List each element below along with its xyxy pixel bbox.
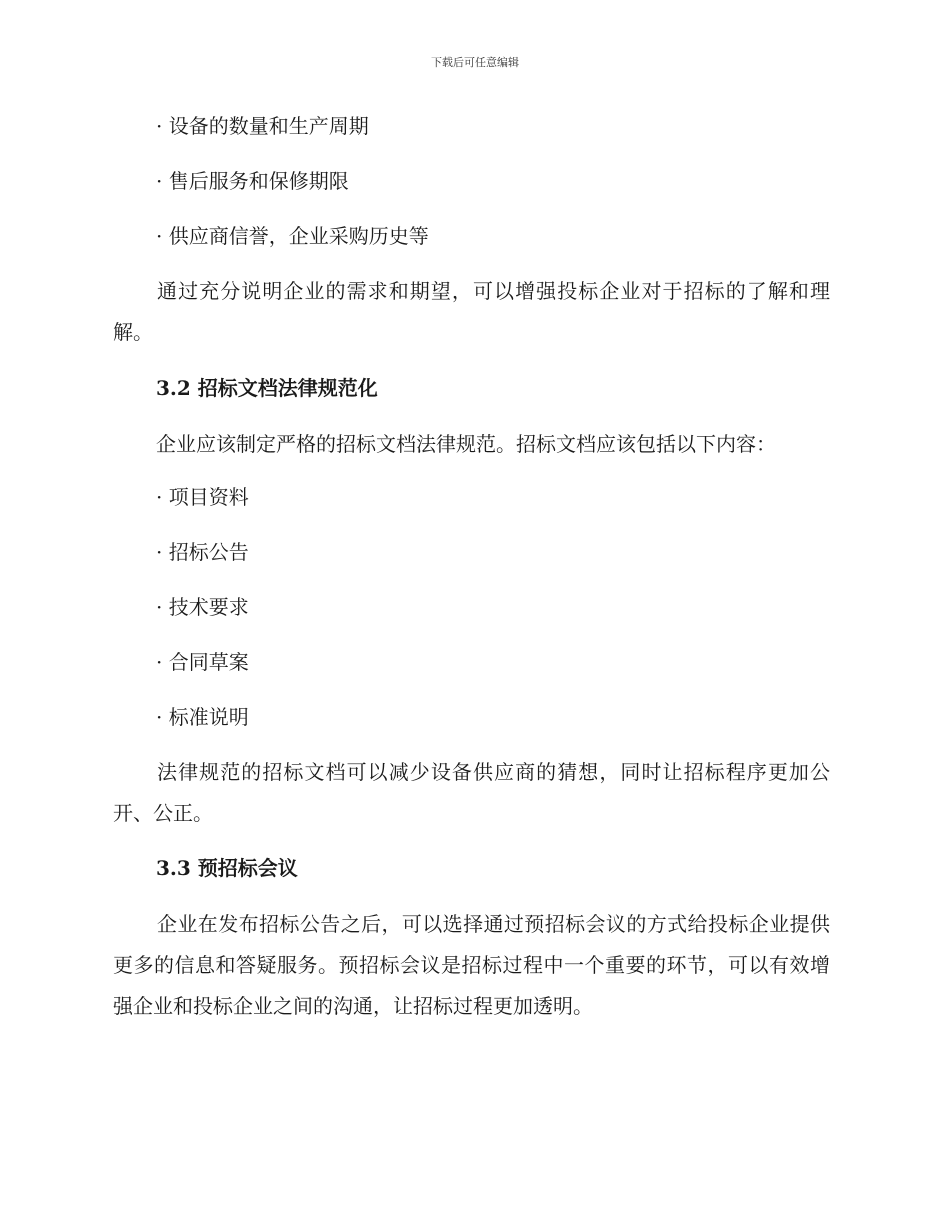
section-heading: 3.3 预招标会议 [156,856,298,880]
list-item: · 项目资料 [156,485,249,509]
list-item: · 售后服务和保修期限 [156,169,349,193]
list-item: · 标准说明 [156,705,249,729]
list-item: · 技术要求 [156,595,249,619]
page-header: 下载后可任意编辑 [431,56,519,69]
paragraph: 企业在发布招标公告之后，可以选择通过预招标会议的方式给投标企业提供更多的信息和答疑服务。预招标会议是招标过程中一个重要的环节，可以有效增强企业和投标企业之间的沟通，让招标过程更加透明。 [113,912,830,1018]
paragraph: 法律规范的招标文档可以减少设备供应商的猜想，同时让招标程序更加公开、公正。 [113,760,830,825]
paragraph: 企业应该制定严格的招标文档法律规范。招标文档应该包括以下内容： [156,432,776,456]
section-heading: 3.2 招标文档法律规范化 [156,376,378,400]
paragraph: 通过充分说明企业的需求和期望，可以增强投标企业对于招标的了解和理解。 [113,279,830,344]
list-item: · 招标公告 [156,540,249,564]
list-item: · 设备的数量和生产周期 [156,114,369,138]
list-item: · 供应商信誉，企业采购历史等 [156,224,429,248]
list-item: · 合同草案 [156,650,249,674]
